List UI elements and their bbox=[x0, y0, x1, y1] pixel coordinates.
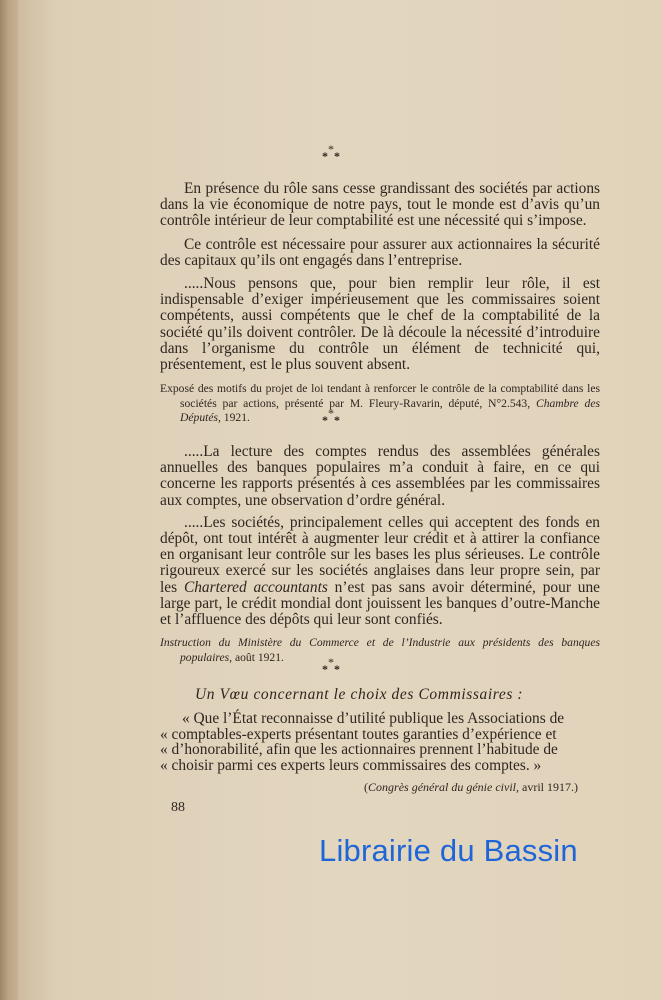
asterism-star-top: * bbox=[328, 142, 334, 156]
asterism-star-top: * bbox=[328, 406, 334, 420]
section-1 bbox=[160, 181, 600, 426]
quote-line-4: « choisir parmi ces experts leurs commissaires des comptes. » bbox=[160, 756, 542, 774]
quote-line-2: « comptables-experts présentant toutes garanties d’expérience et bbox=[160, 725, 557, 743]
footnote-1: Exposé des motifs du projet de loi tendant à renforcer le contrôle de la comptabilité dans les sociétés par actions, présenté par M. Fleury-Ravarin, député, N°2.543, Chambre des Députés, 1921. bbox=[160, 382, 601, 425]
section-heading: Un Vœu concernant le choix des Commissaires : bbox=[195, 686, 524, 703]
quote-line-1: « Que l’État reconnaisse d’utilité publique les Associations de bbox=[182, 710, 565, 727]
paragraph-1: En présence du rôle sans cesse grandissant des sociétés par actions dans la vie économique de notre pays, tout le monde est d’avis qu’un contrôle intérieur de leur comptabilité est une nécessité qui s’impose. bbox=[160, 180, 600, 230]
page-number: 88 bbox=[171, 800, 185, 815]
quote-source: (Congrès général du génie civil, avril 1917.) bbox=[364, 780, 578, 794]
paragraph-4: .....La lecture des comptes rendus des assemblées générales annuelles des banques populaires m’a conduit à faire, en ce qui concerne les rapports présentés à ces assemblées par les commissaires aux comptes, une observation d’ordre général. bbox=[160, 443, 600, 509]
section-2 bbox=[160, 444, 600, 665]
asterism-star-top: * bbox=[328, 655, 334, 669]
asterism-1 bbox=[0, 142, 662, 163]
asterism-2 bbox=[0, 406, 662, 427]
quote-line-3: « d’honorabilité, afin que les actionnaires prennent l’habitude de bbox=[160, 741, 558, 759]
asterism-stars-bottom: * * bbox=[322, 413, 340, 427]
footnote-2: Instruction du Ministère du Commerce et de l’Industrie aux présidents des banques populaires, août 1921. bbox=[160, 636, 600, 664]
paragraph-5: .....Les sociétés, principalement celles qui acceptent des fonds en dépôt, ont tout intérêt à augmenter leur crédit et à attirer la confiance en organisant leur contrôle sur les bases les plus sérieuses. Le contrôle rigoureux exercé sur les sociétés anglaises dans leur propre sein, par les Chartered accountants n’est pas sans avoir déterminé, pour une large part, le crédit mondial dont jouissent les banques d’outre-Manche et l’affluence des dépôts qui leur sont confiés. bbox=[160, 513, 600, 629]
asterism-stars-bottom: * * bbox=[322, 149, 340, 163]
paragraph-3: .....Nous pensons que, pour bien remplir leur rôle, il est indispensable d’exiger impérieusement que les commissaires soient compétents, aussi compétents que le chef de la comptabilité de la société qu’ils doivent contrôler. De là découle la nécessité d’introduire dans l’organisme du contrôle un élément de technicité qui, présentement, est le plus souvent absent. bbox=[160, 275, 600, 374]
asterism-3 bbox=[0, 655, 662, 676]
paragraph-2: Ce contrôle est nécessaire pour assurer aux actionnaires la sécurité des capitaux qu’ils ont engagés dans l’entreprise. bbox=[160, 235, 600, 269]
quote-block bbox=[160, 711, 600, 773]
watermark-text: Librairie du Bassin bbox=[319, 833, 578, 868]
asterism-stars-bottom: * * bbox=[322, 662, 340, 676]
